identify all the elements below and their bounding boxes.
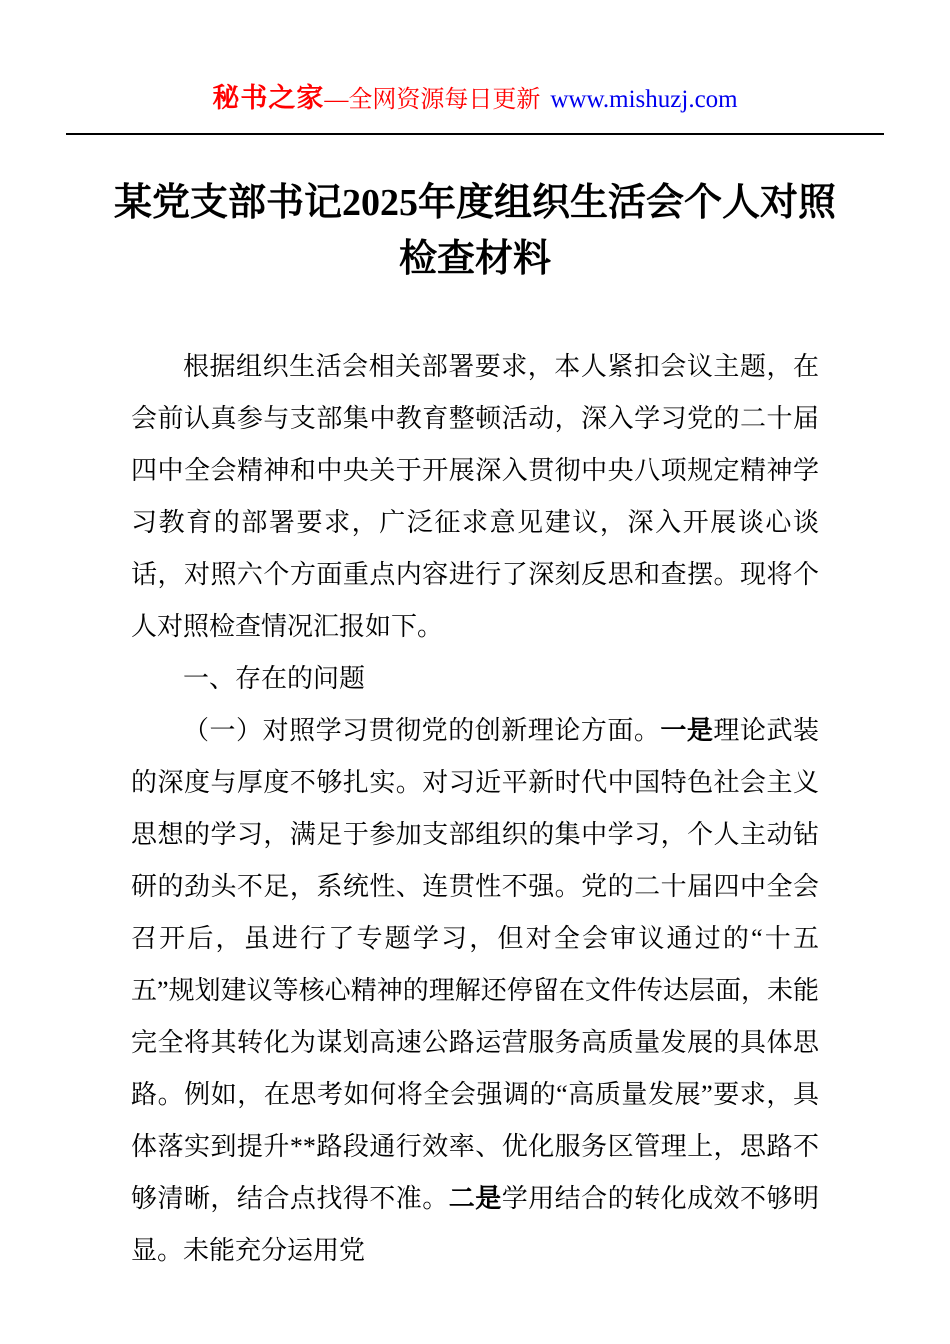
title-line-2: 检查材料	[398, 238, 551, 280]
document-title	[75, 175, 875, 287]
run-marker-second: 二是	[448, 1184, 502, 1213]
page-header	[0, 0, 950, 115]
site-url-link[interactable]: www.mishuzj.com	[550, 86, 738, 113]
run-marker-first: 一是	[660, 716, 714, 745]
title-line-1: 某党支部书记2025年度组织生活会个人对照	[113, 182, 836, 224]
document-body	[131, 341, 819, 1277]
run-body-second: 学用结合的转化成效不够明显。未能充分运用党	[131, 1184, 819, 1265]
paragraph-intro: 根据组织生活会相关部署要求，本人紧扣会议主题，在会前认真参与支部集中教育整顿活动，深入学习党的二十届四中全会精神和中央关于开展深入贯彻中央八项规定精神学习教育的部署要求，广泛征求意见建议，深入开展谈心谈话，对照六个方面重点内容进行了深刻反思和查摆。现将个人对照检查情况汇报如下。	[131, 352, 819, 641]
run-body-first: 理论武装的深度与厚度不够扎实。对习近平新时代中国特色社会主义思想的学习，满足于参加支部组织的集中学习，个人主动钻研的劲头不足，系统性、连贯性不强。党的二十届四中全会召开后，虽进行了专题学习，但对全会审议通过的“十五五”规划建议等核心精神的理解还停留在文件传达层面，未能完全将其转化为谋划高速公路运营服务高质量发展的具体思路。例如，在思考如何将全会强调的“高质量发展”要求，具体落实到提升**路段通行效率、优化服务区管理上，思路不够清晰，结合点找得不准。	[131, 716, 819, 1213]
header-divider	[66, 133, 884, 135]
brand-name: 秘书之家	[212, 83, 325, 113]
section-heading-problems: 一、存在的问题	[183, 664, 366, 693]
header-tagline: —全网资源每日更新	[324, 87, 541, 113]
run-lead: （一）对照学习贯彻党的创新理论方面。	[183, 716, 661, 745]
paragraph-theory-study	[131, 705, 819, 1277]
